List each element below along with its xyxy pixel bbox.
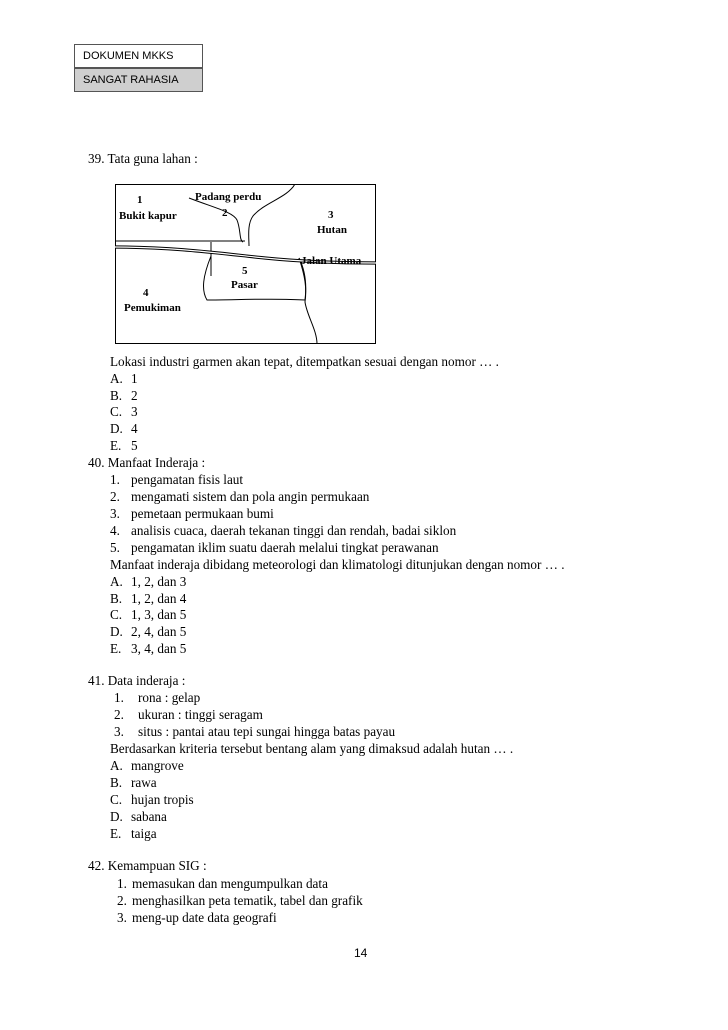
q40-option-c[interactable]: C. 1, 3, dan 5 bbox=[110, 607, 187, 622]
map-label-pemukiman: Pemukiman bbox=[124, 302, 181, 314]
q39-option-a[interactable]: A. 1 bbox=[110, 371, 138, 386]
q41-option-d[interactable]: D. sabana bbox=[110, 809, 167, 824]
map-label-3: 3 bbox=[328, 209, 334, 221]
q40-item-2: 2. mengamati sistem dan pola angin permukaan bbox=[110, 489, 370, 504]
question-39-title: 39. Tata guna lahan : bbox=[88, 151, 198, 166]
q40-item-3: 3. pemetaan permukaan bumi bbox=[110, 506, 274, 521]
q41-option-a[interactable]: A. mangrove bbox=[110, 758, 184, 773]
q39-option-b[interactable]: B. 2 bbox=[110, 388, 138, 403]
map-label-bukit-kapur: Bukit kapur bbox=[119, 210, 177, 222]
q40-item-4: 4. analisis cuaca, daerah tekanan tinggi dan rendah, badai siklon bbox=[110, 523, 457, 538]
map-label-pasar: Pasar bbox=[231, 279, 258, 291]
map-label-jalan-utama: Jalan Utama bbox=[301, 255, 362, 267]
q42-item-3: 3. meng-up date data geografi bbox=[117, 910, 277, 925]
map-label-2: 2 bbox=[222, 207, 228, 219]
map-label-padang-perdu: Padang perdu bbox=[195, 191, 262, 203]
q40-option-e[interactable]: E. 3, 4, dan 5 bbox=[110, 641, 187, 656]
q40-item-5: 5. pengamatan iklim suatu daerah melalui tingkat perawanan bbox=[110, 540, 439, 555]
page-number: 14 bbox=[354, 946, 368, 960]
document-label: DOKUMEN MKKS bbox=[74, 44, 203, 68]
q42-item-1: 1. memasukan dan mengumpulkan data bbox=[117, 876, 328, 891]
q39-option-d[interactable]: D. 4 bbox=[110, 421, 138, 436]
question-42-title: 42. Kemampuan SIG : bbox=[88, 858, 207, 873]
question-41-stem: Berdasarkan kriteria tersebut bentang alam yang dimaksud adalah hutan … . bbox=[110, 741, 514, 756]
question-41-title: 41. Data inderaja : bbox=[88, 673, 186, 688]
q41-option-e[interactable]: E. taiga bbox=[110, 826, 157, 841]
map-label-1: 1 bbox=[137, 194, 143, 206]
q40-option-a[interactable]: A. 1, 2, dan 3 bbox=[110, 574, 187, 589]
q41-item-3: 3. situs : pantai atau tepi sungai hingga batas payau bbox=[114, 724, 396, 739]
map-label-5: 5 bbox=[242, 265, 248, 277]
question-40-title: 40. Manfaat Inderaja : bbox=[88, 455, 206, 470]
q39-option-c[interactable]: C. 3 bbox=[110, 404, 138, 419]
map-label-4: 4 bbox=[143, 287, 149, 299]
q40-item-1: 1. pengamatan fisis laut bbox=[110, 472, 244, 487]
q39-option-e[interactable]: E. 5 bbox=[110, 438, 138, 453]
q41-item-2: 2. ukuran : tinggi seragam bbox=[114, 707, 263, 722]
question-39-stem: Lokasi industri garmen akan tepat, ditempatkan sesuai dengan nomor … . bbox=[110, 354, 499, 369]
q41-option-b[interactable]: B. rawa bbox=[110, 775, 157, 790]
q42-item-2: 2. menghasilkan peta tematik, tabel dan grafik bbox=[117, 893, 363, 908]
q40-option-d[interactable]: D. 2, 4, dan 5 bbox=[110, 624, 187, 639]
q40-option-b[interactable]: B. 1, 2, dan 4 bbox=[110, 591, 187, 606]
question-40-stem: Manfaat inderaja dibidang meteorologi dan klimatologi ditunjukan dengan nomor … . bbox=[110, 557, 565, 572]
q41-option-c[interactable]: C. hujan tropis bbox=[110, 792, 194, 807]
secret-label: SANGAT RAHASIA bbox=[74, 68, 203, 92]
land-use-map bbox=[115, 184, 376, 344]
map-label-hutan: Hutan bbox=[317, 224, 347, 236]
q41-item-1: 1. rona : gelap bbox=[114, 690, 201, 705]
